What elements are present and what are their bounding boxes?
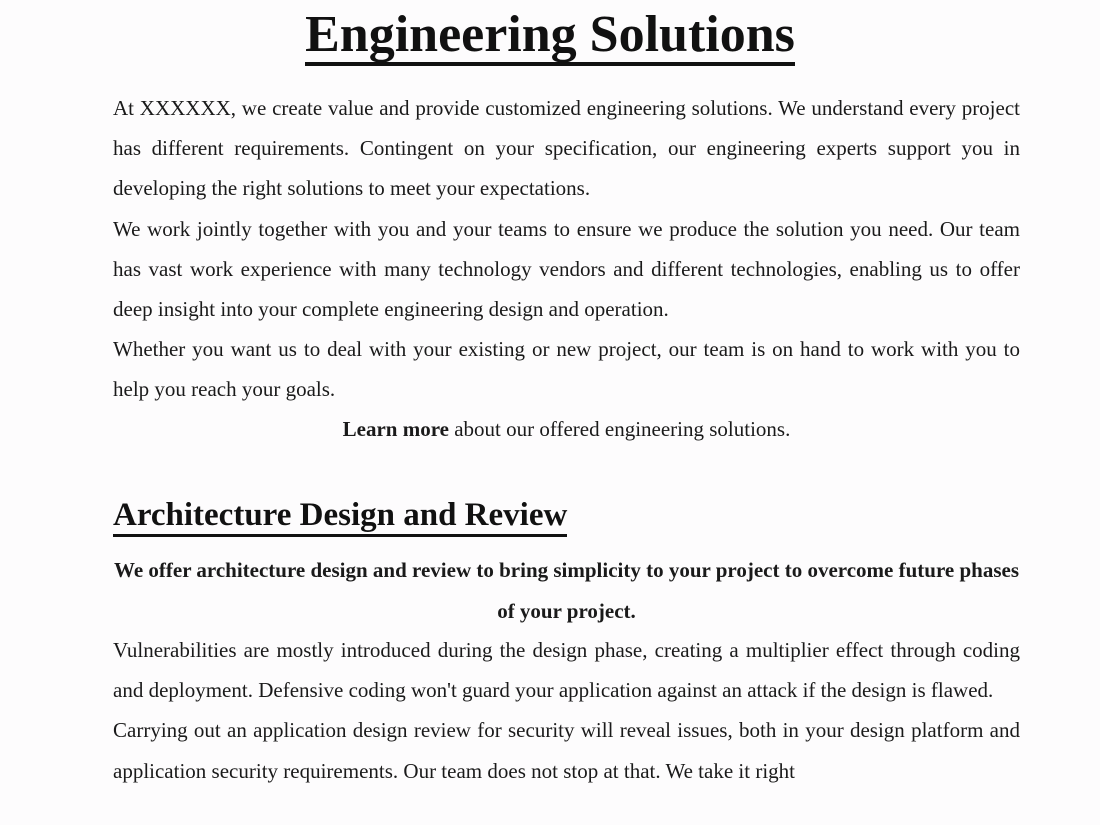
section-paragraph: Vulnerabilities are mostly introduced during the design phase, creating a multiplier effect through coding and deployment. Defensive coding won't guard your application against an attack if the design is flawed. — [113, 638, 1020, 703]
learn-more-line — [113, 409, 1020, 449]
section-heading-text: Architecture Design and Review — [113, 497, 567, 537]
learn-more-text: about our offered engineering solutions. — [448, 417, 791, 441]
section-heading — [113, 495, 567, 537]
intro-paragraph: Whether you want us to deal with your existing or new project, our team is on hand to work with you to help you reach your goals. — [113, 337, 1020, 402]
intro-text — [113, 88, 1020, 410]
section-paragraph: Carrying out an application design review for security will reveal issues, both in your design platform and application security requirements. Our team does not stop at that. We take it right — [113, 718, 1020, 783]
page-title — [0, 4, 1100, 66]
page-title-text: Engineering Solutions — [305, 8, 795, 66]
learn-more-link[interactable]: Learn more — [342, 417, 449, 441]
section-lead: We offer architecture design and review to bring simplicity to your project to overcome future phases of your project. — [113, 558, 1020, 623]
section-body — [113, 630, 1020, 791]
intro-paragraph: At XXXXXX, we create value and provide customized engineering solutions. We understand every project has different requirements. Contingent on your specification, our engineering experts support you in developing the right solutions to meet your expectations. — [113, 96, 1020, 201]
intro-paragraph: We work jointly together with you and your teams to ensure we produce the solution you need. Our team has vast work experience with many technology vendors and different technologies, enabling us to offer deep insight into your complete engineering design and operation. — [113, 216, 1020, 322]
